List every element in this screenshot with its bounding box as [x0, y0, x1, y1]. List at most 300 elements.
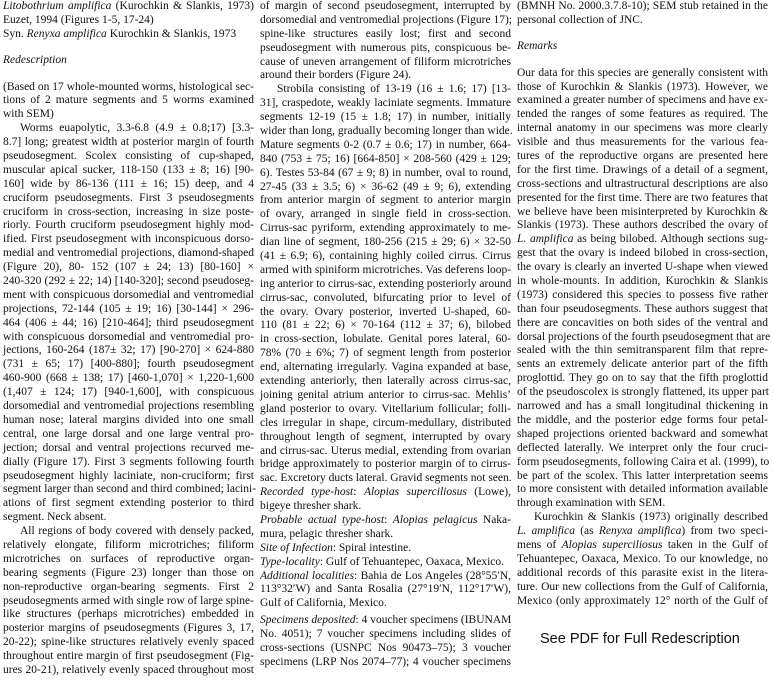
text-run: cruciform pseudosegments. First 3 pseudosegments: [3, 191, 254, 204]
text-line: [3, 456, 254, 470]
text-run: be part of the scolex. This latter interpretation seems: [517, 469, 768, 482]
text-run: taken in the Gulf of: [662, 538, 768, 551]
text-run: tions of 2 mature segments and 5 worms examined: [3, 94, 254, 107]
text-line: [260, 0, 511, 14]
text-line: [3, 331, 254, 345]
text-run: ) from two speci-: [681, 525, 768, 538]
text-line: [3, 122, 254, 136]
text-line: [260, 431, 511, 445]
text-run: form pseudosegments, following Caira et al. (1999), to: [517, 455, 770, 468]
text-run: riorly. Fourth cruciform pseudosegment highly mod-: [3, 219, 254, 232]
text-run: of margin of second pseudosegment, interrupted by: [260, 0, 511, 12]
text-run: : Bahia de Los Angeles (28°55′N,: [354, 569, 511, 582]
text-run: Cirrus-sac pyriform, extending approximately to me-: [260, 222, 511, 235]
text-line: [3, 664, 254, 678]
text-run: :: [384, 513, 393, 526]
text-run: Strobila consisting of 13-19 (16 ± 1.6; 17) [13-: [277, 83, 511, 96]
text-line: [260, 222, 511, 236]
italic-text-run: Alopias superciliosus: [561, 538, 663, 551]
text-column-3: [517, 0, 771, 608]
text-run: additional records of this parasite exist in the litera-: [517, 566, 768, 579]
italic-text-run: Alopias superciliosus: [363, 486, 467, 499]
text-run: pseudosegments armed with single row of large spine-: [3, 594, 254, 607]
text-line: [517, 456, 768, 470]
text-line: [260, 417, 511, 431]
text-line: [3, 372, 254, 386]
text-run: 20-22); spine-like structures relatively evenly spaced: [3, 636, 254, 649]
text-line: [3, 553, 254, 567]
text-run: dorsal projections of the fourth pseudosegment that are: [517, 330, 771, 343]
text-run: bridge approximately to posterior margin of to cirrus-: [260, 458, 511, 471]
text-line: [3, 14, 254, 28]
text-run: Slankis (1973). These authors described the ovary of: [517, 219, 768, 232]
italic-text-run: Specimens deposited: [260, 614, 356, 627]
text-line: [517, 330, 771, 345]
text-run: ified. First pseudosegment with inconspicuous dorso-: [3, 233, 254, 246]
text-run: (1,407 ± 124; 17) [940-1,600], with conspicuous: [3, 386, 254, 399]
text-run: of the pseudoscolex is strongly flattened, its upper part: [517, 386, 769, 399]
text-line: [260, 264, 511, 278]
text-run: those of Kurochkin & Slankis (1973). However, we: [517, 80, 768, 93]
text-run: extending anteriorly, then laterally across cirrus-sac,: [260, 375, 511, 388]
text-run: posterior margins of pseudosegments (Figures 3, 17,: [3, 622, 254, 635]
text-line: [260, 556, 511, 570]
text-run: Kurochkin & Slankis (1973) originally described: [534, 511, 768, 524]
text-line: [517, 525, 768, 539]
text-run: to more consistent with detailed information available: [517, 483, 768, 496]
text-line: [260, 528, 511, 542]
text-run: 110 (81 ± 22; 6) × 70-164 (112 ± 37; 6), bilobed: [260, 319, 511, 332]
text-line: [517, 386, 768, 400]
text-line: [260, 347, 511, 361]
text-line: [517, 539, 768, 553]
text-run: Kurochkin & Slankis, 1973: [106, 27, 237, 40]
italic-text-run: Renyxa amplifica: [598, 525, 682, 538]
text-line: [260, 111, 511, 125]
text-line: [517, 428, 768, 442]
text-line: [3, 150, 254, 164]
text-column-1: [3, 0, 257, 678]
text-run: Tehuantepec, Oaxaca, Mexico. To our knowledge, no: [517, 552, 768, 565]
text-line: [3, 219, 254, 233]
text-line: [3, 28, 254, 42]
text-run: mens of: [517, 538, 562, 551]
text-line: [260, 583, 511, 597]
text-line: [3, 442, 254, 456]
text-line: [3, 233, 254, 247]
text-run: Worms euapolytic, 3.3-6.8 (4.9 ± 0.8;17) [3.3-: [20, 122, 254, 135]
text-run: cles irregular in shape, circum-medullary, distributed: [260, 416, 511, 429]
text-line: [260, 656, 511, 670]
text-run: ing anterior to cirrus-sac, extending posteriorly around: [260, 277, 512, 290]
text-run: jections, 160-264 (187± 32; 17) [90-270] × 624-880: [3, 344, 254, 357]
spacer: [3, 68, 254, 81]
text-line: [3, 261, 254, 275]
text-column-2: [260, 0, 511, 670]
text-run: pseudosegment with numerous pits, conspicuous be-: [260, 41, 511, 54]
text-line: [260, 42, 511, 56]
text-run: Syn.: [3, 27, 27, 40]
text-line: [3, 178, 254, 192]
text-line: [517, 94, 768, 108]
text-run: jection; dorsal and ventral projections recurved me-: [3, 441, 254, 454]
text-line: [260, 542, 511, 556]
text-line: [260, 83, 511, 97]
text-run: (Lowe),: [466, 486, 511, 499]
text-run: Euzet, 1994 (Figures 1-5, 17-24): [3, 13, 154, 26]
text-run: pseudosegment highly laciniate, non-cruciform; first: [3, 469, 254, 482]
text-line: [517, 595, 768, 609]
text-line: [517, 400, 768, 414]
text-run: than four pseudosegments. These authors suggest that: [517, 302, 768, 315]
text-line: [260, 125, 511, 139]
text-line: [260, 14, 511, 28]
text-run: (Kurochkin & Slankis, 1973): [111, 0, 255, 12]
spacer: [517, 54, 768, 67]
text-run: sents an extremely delicate anterior part of the fifth: [517, 358, 768, 371]
text-line: [260, 361, 511, 375]
text-run: 113°32′W) and Santa Rosalia (27°19′N, 112°17′W),: [260, 583, 511, 596]
text-run: 464 (406 ± 44; 16) [210-464]; third pseudosegment: [3, 316, 254, 329]
text-run: the ovary is clearly an inverted U-shape when viewed: [517, 261, 768, 274]
text-run: gest that the ovary is indeed bilobed in cross-section,: [517, 247, 768, 260]
text-run: Our data for this species are generally consistent with: [517, 66, 768, 79]
text-line: [517, 233, 768, 247]
italic-text-run: Recorded type-host: [260, 486, 354, 499]
text-line: [517, 164, 768, 178]
text-run: (731 ± 65; 17) [400-880]; fourth pseudosegment: [3, 358, 254, 371]
text-line: [517, 67, 768, 81]
text-run: bigeye thresher shark.: [260, 500, 362, 513]
text-line: [3, 108, 254, 122]
italic-text-run: Alopias pelagicus: [392, 513, 478, 526]
text-run: proglottid. They go on to say that the fifth proglottid: [517, 372, 768, 385]
text-line: [260, 194, 511, 208]
text-line: [517, 303, 768, 317]
text-run: No. 4051); 7 voucher specimens including slides of: [260, 628, 511, 641]
text-run: dorsomedial and ventromedial projections (Figure 17);: [260, 13, 512, 26]
text-line: [260, 642, 511, 656]
text-line: [260, 333, 511, 347]
text-run: armed with spiniform microtriches. Vas deferens loop-: [260, 263, 512, 276]
text-line: [517, 81, 768, 95]
italic-text-run: L. amplifica: [517, 233, 574, 246]
text-line: [260, 292, 511, 306]
text-line: [517, 358, 768, 372]
text-line: [260, 56, 511, 70]
text-line: [517, 442, 768, 456]
text-line: [3, 247, 254, 261]
italic-text-run: L. amplifica: [517, 525, 575, 538]
text-run: medial and ventromedial projections, diamond-shaped: [3, 247, 254, 260]
text-line: [260, 597, 511, 611]
text-run: ations of first segment extending posterior to third: [3, 497, 254, 510]
italic-text-run: Remarks: [517, 40, 558, 53]
text-line: [260, 167, 511, 181]
text-run: (BMNH No. 2000.3.7.8-10); SEM stub retained in the: [517, 0, 768, 12]
text-run: as being bilobed. Although sections sug-: [573, 233, 768, 246]
text-line: [3, 289, 254, 303]
text-run: 27-45 (33 ± 3.5; 6) × 36-62 (49 ± 9; 6), extending: [260, 180, 511, 193]
text-run: 240-320 (292 ± 22; 14) [140-320]; second pseudoseg-: [3, 275, 254, 288]
text-line: [517, 567, 768, 581]
text-run: 78% (70 ± 6%; 7) of segment length from posterior: [260, 347, 511, 360]
text-run: examined a greater number of specimens and have ex-: [517, 94, 768, 107]
text-run: cruciform in cross-section, increasing in size poste-: [3, 205, 254, 218]
text-line: [260, 97, 511, 111]
text-line: [260, 403, 511, 417]
text-line: [517, 206, 768, 220]
text-run: gland posterior to ovary. Vitellarium follicular; folli-: [260, 402, 511, 415]
text-run: : Spiral intestine.: [332, 541, 412, 554]
text-run: cause of uneven arrangement of filiform microtriches: [260, 55, 511, 68]
text-line: [3, 81, 254, 95]
text-line: [260, 278, 511, 292]
text-run: from anterior margin of segment to anterior margin: [260, 194, 511, 207]
text-line: [3, 358, 254, 372]
text-line: [260, 570, 511, 584]
text-run: we believe have been misinterpreted by Kurochkin &: [517, 205, 768, 218]
text-run: specimens (LRP Nos 2074–77); 4 voucher specimens: [260, 655, 511, 668]
text-line: [517, 289, 768, 303]
text-line: [3, 192, 254, 206]
text-line: [3, 470, 254, 484]
text-line: [3, 650, 254, 664]
text-run: joining genital atrium anterior to cirrus-sac. Mehlis’: [260, 388, 511, 401]
text-run: with SEM): [3, 108, 54, 121]
text-run: the middle, and the posterior edge forms four petal-: [517, 413, 768, 426]
text-line: [517, 0, 768, 14]
text-line: [260, 375, 511, 389]
text-run: shaped projections oriented backward and somewhat: [517, 427, 768, 440]
text-line: [3, 414, 254, 428]
text-run: mura, pelagic thresher shark.: [260, 527, 394, 540]
text-run: segment. Neck absent.: [3, 511, 107, 524]
text-line: [517, 581, 768, 595]
text-run: like structures (perhaps microtriches) embedded in: [3, 608, 254, 621]
text-run: (Based on 17 whole-mounted worms, histological sec-: [3, 80, 254, 93]
text-run: throughout length of segment, interrupted by ovary: [260, 430, 511, 443]
text-line: [260, 28, 511, 42]
text-line: [260, 472, 511, 486]
text-line: [3, 622, 254, 636]
text-run: ment with conspicuous dorsomedial and ventromedial: [3, 288, 254, 301]
text-line: [3, 303, 254, 317]
text-line: [260, 208, 511, 222]
text-run: internal anatomy in our specimens was more clearly: [517, 122, 768, 135]
text-line: [260, 486, 511, 500]
italic-text-run: Probable actual type-host: [260, 513, 385, 526]
text-run: with conspicuous dorsomedial and ventromedial pro-: [3, 330, 254, 343]
text-line: [517, 247, 768, 261]
text-line: [3, 581, 254, 595]
text-line: [260, 514, 511, 528]
text-line: [3, 206, 254, 220]
text-run: Mexico (only approximately 12° north of the Gulf of: [517, 594, 768, 607]
text-run: cross-sections (USNPC Nos 90473–75); 3 voucher: [260, 641, 511, 654]
spacer: [517, 28, 768, 41]
text-run: Mature segments 0-2 (0.7 ± 0.6; 17) in number, 664-: [260, 138, 511, 151]
text-run: in whole-mounts. In addition, Kurochkin & Slankis: [517, 275, 768, 288]
text-line: [260, 153, 511, 167]
text-run: there are concavities on both sides of the ventral and: [517, 316, 768, 329]
text-line: [260, 181, 511, 195]
text-line: [3, 164, 254, 178]
text-line: [3, 511, 254, 525]
text-line: [3, 525, 254, 539]
text-line: [517, 122, 768, 136]
text-line: [517, 136, 768, 150]
text-run: cross-sections and ultrastructural descriptions are also: [517, 177, 768, 190]
text-line: [517, 372, 768, 386]
text-line: [260, 628, 511, 642]
text-run: 460-900 (668 ± 138; 17) [460-1,070] × 1,220-1,600: [3, 372, 254, 385]
text-run: end, alternating irregularly. Vagina expanded at base,: [260, 361, 511, 374]
text-run: segment larger than second and third combined; lacini-: [3, 483, 257, 496]
text-line: [517, 317, 768, 331]
text-line: [517, 150, 768, 164]
text-run: 6). Testes 53-84 (67 ± 9; 8) in number, oval to round,: [260, 166, 511, 179]
text-run: :: [353, 486, 364, 499]
text-run: bearing segments (Figure 23) longer than those on: [3, 566, 254, 579]
text-line: [517, 414, 768, 428]
text-line: [3, 386, 254, 400]
text-line: [260, 319, 511, 333]
text-line: [3, 636, 254, 650]
text-line: [260, 139, 511, 153]
text-line: [517, 275, 768, 289]
spacer: [3, 42, 254, 55]
text-line: [260, 458, 511, 472]
text-run: personal collection of JNC.: [517, 13, 643, 26]
text-line: [260, 236, 511, 250]
text-run: around their borders (Figure 24).: [260, 69, 412, 82]
text-run: cirrus-sac, convoluted, bifurcating prior to level of: [260, 291, 511, 304]
text-run: presented for the first time. There are two features that: [517, 191, 768, 204]
text-line: [3, 0, 254, 14]
text-run: the ovary. Ovary posterior, inverted U-shaped, 60-: [260, 305, 511, 318]
text-line: [517, 219, 768, 233]
text-line: [3, 54, 254, 68]
text-run: Gulf of California, Mexico.: [260, 597, 387, 610]
text-run: microtriches on surfaces of reproductive organ-: [3, 552, 254, 565]
text-run: Naka-: [477, 513, 511, 526]
text-run: (Figure 20), 80- 152 (107 ± 24; 13) [80-160] ×: [3, 261, 254, 274]
text-line: [260, 306, 511, 320]
text-run: ture. Our new collections from the Gulf of California,: [517, 580, 768, 593]
text-line: [3, 136, 254, 150]
text-run: non-reproductive organ-bearing segments. First 2: [3, 580, 254, 593]
text-run: and cirrus-sac. Uterus medial, extending from ovarian: [260, 444, 511, 457]
text-run: 840 (753 ± 75; 16) [664-850] × 208-560 (429 ± 129;: [260, 152, 511, 165]
text-line: [517, 470, 768, 484]
text-line: [517, 344, 768, 358]
text-run: dorsomedial and ventromedial projections resembling: [3, 400, 254, 413]
text-run: through examination with SEM.: [517, 497, 666, 510]
italic-text-run: Type-locality: [260, 555, 320, 568]
text-line: [3, 317, 254, 331]
text-line: [260, 250, 511, 264]
text-line: [3, 400, 254, 414]
text-line: [517, 178, 768, 192]
text-run: segments 12-19 (15 ± 1.8; 17) in number, initially: [260, 111, 511, 124]
text-run: human nose; lateral margins divided into one small: [3, 413, 254, 426]
text-run: dially (Figure 17). First 3 segments following fourth: [3, 455, 254, 468]
text-line: [3, 275, 254, 289]
text-run: of ovary, arranged in single field in cross-section.: [260, 208, 511, 221]
text-line: [517, 483, 768, 497]
text-line: [260, 500, 511, 514]
text-run: : 4 voucher specimens (IBUNAM: [355, 614, 512, 627]
text-run: (1973) considered this species to possess five rather: [517, 288, 768, 301]
text-run: : Gulf of Tehuantepec, Oaxaca, Mexico.: [319, 555, 505, 568]
text-run: All regions of body covered with densely packed,: [20, 525, 254, 538]
text-line: [260, 614, 511, 628]
italic-text-run: Renyxa amplifica: [26, 27, 107, 40]
text-run: projections, 72-144 (105 ± 19; 16) [30-144] × 296-: [3, 302, 254, 315]
text-run: dian line of segment, 180-256 (215 ± 29; 6) × 32-50: [260, 236, 511, 249]
text-run: in cross-section, lobulate. Genital pores lateral, 60-: [260, 333, 511, 346]
text-run: sealed with the thin semitransparent film that repre-: [517, 344, 768, 357]
italic-text-run: Redescription: [3, 54, 67, 67]
text-line: [3, 567, 254, 581]
text-line: [260, 69, 511, 83]
text-line: [3, 344, 254, 358]
text-line: [260, 389, 511, 403]
italic-text-run: Litobothrium amplifica: [3, 0, 112, 12]
text-run: throughout entire margin of first pseudosegment (Fig-: [3, 650, 254, 663]
text-line: [3, 608, 254, 622]
text-line: [517, 261, 768, 275]
text-run: tures of the reproductive organs are presented here: [517, 150, 768, 163]
text-line: [517, 108, 768, 122]
text-run: muscular apical sucker, 118-150 (133 ± 8; 16) [90-: [3, 163, 254, 176]
text-run: relatively elongate, filiform microtriches; filiform: [3, 538, 254, 551]
text-line: [3, 428, 254, 442]
text-run: visible and thus measurements for the various fea-: [517, 136, 768, 149]
text-run: spine-like structures easily lost; first and second: [260, 27, 511, 40]
text-run: sac. Excretory ducts lateral. Gravid segments not seen.: [260, 472, 512, 485]
italic-text-run: Site of Infection: [260, 541, 333, 554]
text-line: [3, 539, 254, 553]
text-line: [517, 40, 768, 54]
text-run: ures 20-21), relatively evenly spaced throughout most: [3, 663, 254, 676]
text-line: [3, 483, 257, 497]
text-run: deflected laterally. We interpret only the four cruci-: [517, 441, 768, 454]
text-run: for the first time. Drawings of a detail of a segment,: [517, 163, 768, 176]
text-run: (41 ± 6.9; 6), containing highly coiled cirrus. Cirrus: [260, 250, 511, 263]
text-line: [3, 497, 254, 511]
text-run: tended the ranges of some features as required. The: [517, 108, 768, 121]
text-run: (as: [574, 525, 599, 538]
see-pdf-link[interactable]: See PDF for Full Redescription: [540, 631, 740, 647]
text-run: 160] wide by 86-136 (111 ± 16; 15) deep, and 4: [3, 177, 254, 190]
text-run: central, one large dorsal and one large ventral pro-: [3, 427, 254, 440]
text-run: 8.7] long; greatest width at posterior margin of fourth: [3, 136, 254, 149]
text-line: [517, 497, 768, 511]
text-run: pseudosegment. Scolex consisting of cup-shaped,: [3, 150, 254, 163]
text-line: [3, 94, 254, 108]
text-run: wider than long, gradually becoming longer than wide.: [260, 125, 513, 138]
text-line: [517, 14, 768, 28]
text-line: [260, 445, 511, 459]
text-line: [3, 595, 254, 609]
text-line: [517, 511, 768, 525]
text-line: [517, 553, 768, 567]
italic-text-run: Additional localities: [260, 569, 355, 582]
text-run: 31], craspedote, weakly laciniate segments. Immature: [260, 97, 511, 110]
text-line: [517, 192, 768, 206]
